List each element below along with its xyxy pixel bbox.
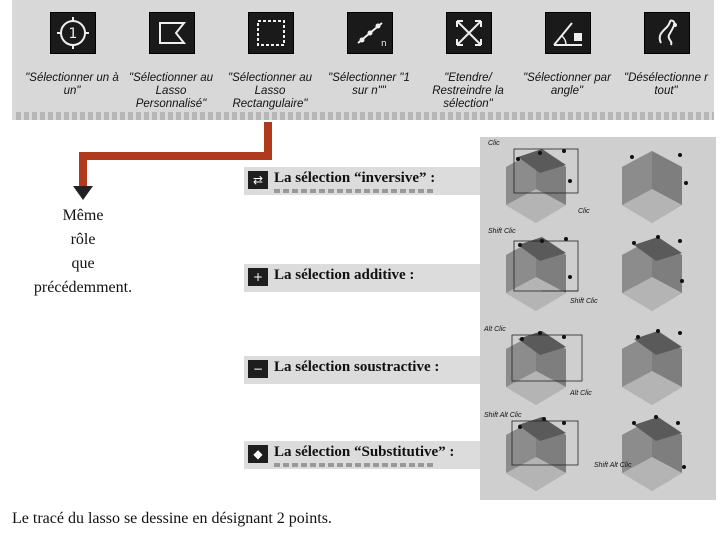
toolbar-strip (12, 0, 714, 120)
note-same-role: Même rôle que précédemment. (33, 207, 133, 296)
subtract-select-icon: − (248, 360, 268, 378)
scan-text-fragment (274, 189, 434, 193)
polyhedron-after (622, 417, 682, 491)
svg-text:1: 1 (68, 26, 78, 42)
polyhedron-after (622, 331, 682, 405)
tool-caption: "Sélectionner au Lasso Rectangulaire" (228, 72, 312, 110)
polyhedron-after (622, 237, 682, 311)
figure-label: Shift Alt Clic (484, 412, 522, 419)
subtractive-selection-row (244, 356, 480, 384)
polyhedron-before (506, 149, 566, 223)
tool-custom-lasso[interactable] (123, 0, 219, 120)
custom-lasso-icon (149, 12, 195, 54)
one-in-n-icon (347, 12, 393, 54)
substitutive-selection-label: La sélection “Substitutive” : (274, 444, 455, 460)
tool-by-angle[interactable] (519, 0, 615, 120)
figure-label: Alt Clic (570, 390, 592, 397)
subtractive-selection-label: La sélection soustractive : (274, 359, 440, 375)
polyhedron-before (506, 331, 566, 405)
polyhedron-before (506, 237, 566, 311)
substitute-select-icon: ◆ (248, 445, 268, 463)
figure-label: Shift Clic (488, 228, 516, 235)
arrow-connector (79, 152, 87, 186)
tool-one-in-n[interactable] (321, 0, 417, 120)
tool-caption: "Etendre/ Restreindre la sélection" (432, 72, 504, 110)
footer-text: Le tracé du lasso se dessine en désignant 2 points. (12, 510, 332, 527)
tool-rect-lasso[interactable] (222, 0, 318, 120)
substitutive-selection-row (244, 441, 480, 469)
arrow-connector (79, 152, 272, 160)
expand-arrows-icon (446, 12, 492, 54)
tool-expand-restrict[interactable] (420, 0, 516, 120)
angle-select-icon (545, 12, 591, 54)
deselect-all-icon (644, 12, 690, 54)
additive-selection-row (244, 264, 480, 292)
figure-label: Clic (488, 140, 500, 147)
additive-selection-label: La sélection additive : (274, 267, 415, 283)
figure-label: Alt Clic (484, 326, 506, 333)
inverse-selection-label: La sélection “inversive” : (274, 170, 436, 186)
tool-caption: "Sélectionner par angle" (523, 72, 611, 97)
tool-caption: "Sélectionner au Lasso Personnalisé" (129, 72, 213, 110)
svg-text:n: n (381, 39, 387, 49)
tool-select-one[interactable] (24, 0, 120, 120)
arrow-head (73, 186, 93, 200)
tool-deselect-all[interactable] (618, 0, 714, 120)
scan-text-fragment (274, 463, 434, 467)
figure-label: Shift Alt Clic (594, 462, 632, 469)
figure-label: Clic (578, 208, 590, 215)
inverse-selection-row (244, 167, 480, 195)
polyhedron-before (506, 417, 566, 491)
add-select-icon: + (248, 268, 268, 286)
tool-caption: "Sélectionner un à un" (25, 72, 119, 97)
polyhedron-after (622, 151, 682, 223)
tool-caption: "Sélectionner "1 sur n"" (328, 72, 410, 97)
inverse-select-icon: ⇄ (248, 171, 268, 189)
figure-label: Shift Clic (570, 298, 598, 305)
rect-lasso-icon (248, 12, 294, 54)
one-circle-icon (50, 12, 96, 54)
tool-caption: "Désélectionne r tout" (624, 72, 708, 97)
polyhedra-figure (480, 137, 716, 500)
